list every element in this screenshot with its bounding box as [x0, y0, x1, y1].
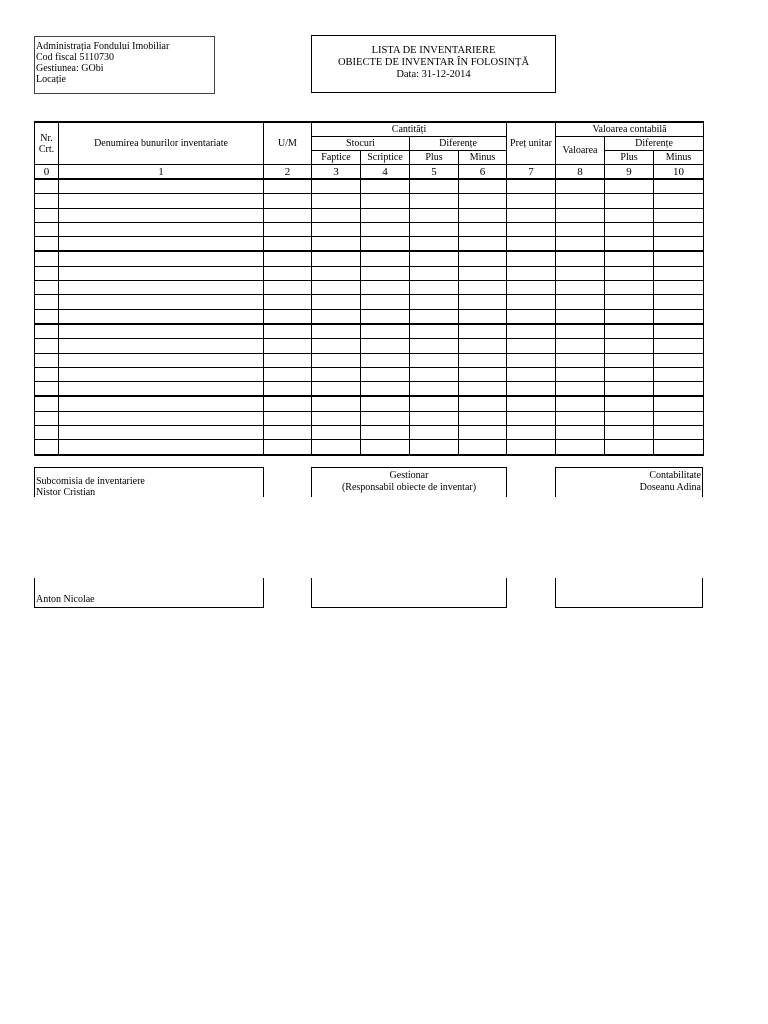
table-cell [556, 426, 605, 440]
table-cell [59, 367, 264, 381]
table-cell [361, 324, 410, 339]
table-cell [556, 208, 605, 222]
table-row [35, 295, 704, 309]
company-name: Administrația Fondului Imobiliar [36, 41, 170, 52]
table-cell [556, 396, 605, 411]
column-number: 10 [654, 165, 704, 180]
header-quantities: Cantități [312, 122, 507, 137]
custodian-signature-box [311, 467, 507, 608]
table-cell [459, 222, 507, 236]
table-cell [264, 237, 312, 252]
table-cell [556, 367, 605, 381]
table-cell [312, 295, 361, 309]
table-cell [410, 382, 459, 397]
table-cell [605, 179, 654, 194]
table-row [35, 339, 704, 353]
table-cell [459, 208, 507, 222]
table-cell [35, 353, 59, 367]
table-row [35, 309, 704, 324]
column-number: 4 [361, 165, 410, 180]
custodian-label: Gestionar [389, 470, 429, 481]
table-cell [605, 396, 654, 411]
table-cell [459, 266, 507, 280]
management-unit: Gestiunea: GObi [36, 63, 104, 74]
accounting-signature-box [555, 467, 703, 608]
table-cell [59, 237, 264, 252]
table-cell [459, 440, 507, 455]
table-cell [312, 179, 361, 194]
document-title-box [311, 35, 556, 93]
column-number: 0 [35, 165, 59, 180]
table-cell [312, 411, 361, 425]
table-cell [312, 194, 361, 208]
table-cell [605, 382, 654, 397]
table-cell [361, 237, 410, 252]
table-cell [507, 324, 556, 339]
commission-member-1: Nistor Cristian [36, 487, 96, 495]
table-cell [35, 396, 59, 411]
table-cell [35, 324, 59, 339]
table-cell [35, 222, 59, 236]
table-cell [654, 353, 704, 367]
table-cell [59, 295, 264, 309]
table-cell [410, 266, 459, 280]
table-cell [35, 179, 59, 194]
table-cell [410, 309, 459, 324]
table-cell [59, 353, 264, 367]
table-cell [654, 251, 704, 266]
header-value-minus: Minus [654, 151, 704, 165]
table-cell [312, 353, 361, 367]
header-value: Valoarea [556, 137, 605, 165]
table-cell [507, 194, 556, 208]
table-cell [312, 281, 361, 295]
table-cell [264, 309, 312, 324]
table-cell [459, 367, 507, 381]
table-cell [264, 382, 312, 397]
table-cell [556, 194, 605, 208]
table-cell [459, 251, 507, 266]
table-cell [556, 339, 605, 353]
table-cell [410, 396, 459, 411]
table-cell [410, 222, 459, 236]
table-cell [361, 367, 410, 381]
header-value-plus: Plus [605, 151, 654, 165]
column-number: 3 [312, 165, 361, 180]
table-cell [264, 367, 312, 381]
table-cell [59, 208, 264, 222]
table-cell [459, 179, 507, 194]
column-number-row [35, 165, 704, 180]
table-cell [507, 208, 556, 222]
header-item-name: Denumirea bunurilor inventariate [59, 122, 264, 165]
accounting-member: Doseanu Adina [639, 482, 701, 493]
table-cell [410, 251, 459, 266]
table-cell [654, 309, 704, 324]
table-cell [59, 396, 264, 411]
table-cell [264, 396, 312, 411]
table-cell [410, 324, 459, 339]
table-row [35, 266, 704, 280]
accounting-label: Contabilitate [649, 470, 701, 481]
table-cell [264, 251, 312, 266]
table-cell [556, 382, 605, 397]
fiscal-code: Cod fiscal 5110730 [36, 52, 114, 63]
header-unit-price: Preț unitar [507, 122, 556, 165]
table-cell [459, 382, 507, 397]
table-cell [410, 281, 459, 295]
table-cell [410, 237, 459, 252]
header-stocks: Stocuri [312, 137, 410, 151]
column-number: 6 [459, 165, 507, 180]
table-row [35, 426, 704, 440]
header-minus: Minus [459, 151, 507, 165]
table-cell [361, 281, 410, 295]
table-cell [507, 339, 556, 353]
table-cell [556, 324, 605, 339]
column-number: 7 [507, 165, 556, 180]
table-cell [264, 208, 312, 222]
table-cell [35, 440, 59, 455]
header-actual: Faptice [312, 151, 361, 165]
column-number: 2 [264, 165, 312, 180]
table-cell [410, 208, 459, 222]
table-cell [35, 426, 59, 440]
table-cell [59, 382, 264, 397]
table-cell [410, 411, 459, 425]
header-nr-crt: Nr. Crt. [35, 122, 59, 165]
table-cell [507, 382, 556, 397]
table-cell [507, 411, 556, 425]
location-label: Locație [36, 74, 66, 85]
table-cell [59, 222, 264, 236]
table-row [35, 251, 704, 266]
table-cell [507, 309, 556, 324]
column-number: 5 [410, 165, 459, 180]
table-cell [35, 266, 59, 280]
table-cell [459, 339, 507, 353]
custodian-role: (Responsabil obiecte de inventar) [341, 482, 477, 493]
table-cell [654, 382, 704, 397]
table-cell [410, 194, 459, 208]
header-unit: U/M [264, 122, 312, 165]
table-cell [35, 295, 59, 309]
table-cell [459, 194, 507, 208]
table-cell [361, 251, 410, 266]
table-row [35, 281, 704, 295]
table-cell [654, 237, 704, 252]
table-cell [312, 222, 361, 236]
table-cell [312, 324, 361, 339]
table-cell [264, 411, 312, 425]
table-cell [35, 281, 59, 295]
table-cell [312, 440, 361, 455]
table-row [35, 222, 704, 236]
table-cell [605, 367, 654, 381]
table-cell [361, 208, 410, 222]
table-cell [59, 179, 264, 194]
table-cell [459, 324, 507, 339]
table-cell [605, 309, 654, 324]
table-cell [264, 295, 312, 309]
table-cell [312, 382, 361, 397]
table-cell [410, 339, 459, 353]
table-row [35, 440, 704, 455]
table-cell [264, 426, 312, 440]
table-cell [507, 295, 556, 309]
table-cell [410, 367, 459, 381]
table-cell [361, 426, 410, 440]
table-cell [361, 440, 410, 455]
document-title: LISTA DE INVENTARIERE [371, 45, 496, 56]
table-cell [605, 237, 654, 252]
table-cell [556, 295, 605, 309]
table-cell [59, 339, 264, 353]
table-cell [264, 179, 312, 194]
table-cell [59, 194, 264, 208]
table-cell [605, 266, 654, 280]
table-cell [35, 237, 59, 252]
header-plus: Plus [410, 151, 459, 165]
table-cell [605, 222, 654, 236]
table-cell [35, 208, 59, 222]
header-recorded: Scriptice [361, 151, 410, 165]
table-cell [35, 339, 59, 353]
table-cell [361, 411, 410, 425]
table-cell [556, 411, 605, 425]
table-cell [35, 194, 59, 208]
table-cell [556, 281, 605, 295]
table-cell [312, 396, 361, 411]
table-cell [459, 426, 507, 440]
table-cell [605, 251, 654, 266]
table-row [35, 367, 704, 381]
table-cell [264, 266, 312, 280]
table-cell [264, 353, 312, 367]
table-cell [605, 339, 654, 353]
table-cell [312, 237, 361, 252]
table-cell [264, 222, 312, 236]
table-cell [605, 353, 654, 367]
table-cell [605, 208, 654, 222]
table-cell [264, 324, 312, 339]
table-cell [410, 440, 459, 455]
header-book-value: Valoarea contabilă [556, 122, 704, 137]
table-cell [459, 237, 507, 252]
table-cell [59, 426, 264, 440]
table-cell [59, 309, 264, 324]
table-cell [59, 440, 264, 455]
table-cell [507, 179, 556, 194]
table-cell [59, 281, 264, 295]
table-cell [35, 382, 59, 397]
table-cell [556, 222, 605, 236]
table-cell [654, 194, 704, 208]
table-cell [410, 295, 459, 309]
table-cell [361, 179, 410, 194]
table-cell [361, 295, 410, 309]
table-cell [35, 309, 59, 324]
table-row [35, 324, 704, 339]
table-cell [556, 309, 605, 324]
table-cell [605, 194, 654, 208]
table-row [35, 208, 704, 222]
table-cell [35, 251, 59, 266]
table-cell [507, 353, 556, 367]
table-cell [35, 411, 59, 425]
table-row [35, 194, 704, 208]
table-cell [507, 426, 556, 440]
table-cell [654, 208, 704, 222]
table-row [35, 382, 704, 397]
table-cell [507, 222, 556, 236]
table-cell [410, 353, 459, 367]
table-cell [507, 251, 556, 266]
commission-signature-box [34, 467, 264, 608]
table-cell [654, 266, 704, 280]
header-differences: Diferențe [410, 137, 507, 151]
table-cell [59, 411, 264, 425]
table-cell [361, 222, 410, 236]
table-cell [605, 411, 654, 425]
table-cell [312, 426, 361, 440]
table-cell [605, 440, 654, 455]
table-cell [654, 324, 704, 339]
table-cell [605, 295, 654, 309]
table-cell [556, 179, 605, 194]
table-cell [361, 266, 410, 280]
commission-label: Subcomisia de inventariere [36, 476, 145, 487]
table-cell [654, 281, 704, 295]
table-cell [605, 324, 654, 339]
table-row [35, 237, 704, 252]
table-cell [459, 396, 507, 411]
inventory-table [34, 121, 704, 456]
document-date: Data: 31-12-2014 [396, 69, 471, 80]
table-cell [459, 281, 507, 295]
table-cell [507, 266, 556, 280]
table-cell [654, 411, 704, 425]
table-cell [507, 440, 556, 455]
table-cell [654, 396, 704, 411]
table-cell [264, 440, 312, 455]
table-cell [264, 281, 312, 295]
company-info-box [34, 36, 215, 94]
table-cell [605, 281, 654, 295]
table-cell [507, 237, 556, 252]
table-cell [35, 367, 59, 381]
table-cell [312, 309, 361, 324]
table-cell [459, 309, 507, 324]
table-cell [654, 426, 704, 440]
table-cell [59, 266, 264, 280]
table-cell [654, 295, 704, 309]
table-cell [361, 194, 410, 208]
table-cell [459, 353, 507, 367]
column-number: 9 [605, 165, 654, 180]
table-cell [264, 194, 312, 208]
table-cell [361, 382, 410, 397]
table-cell [556, 251, 605, 266]
table-cell [361, 353, 410, 367]
table-cell [507, 367, 556, 381]
table-row [35, 353, 704, 367]
table-row [35, 411, 704, 425]
header-value-differences: Diferențe [605, 137, 704, 151]
commission-member-2: Anton Nicolae [36, 594, 95, 605]
inventory-rows [35, 179, 704, 455]
table-cell [361, 339, 410, 353]
table-cell [556, 353, 605, 367]
table-cell [556, 237, 605, 252]
table-cell [654, 222, 704, 236]
table-row [35, 179, 704, 194]
table-cell [59, 324, 264, 339]
table-cell [312, 251, 361, 266]
table-cell [556, 440, 605, 455]
table-cell [361, 396, 410, 411]
table-cell [410, 179, 459, 194]
table-cell [654, 179, 704, 194]
table-cell [654, 440, 704, 455]
table-cell [361, 309, 410, 324]
table-cell [507, 281, 556, 295]
table-cell [312, 367, 361, 381]
document-subtitle: OBIECTE DE INVENTAR ÎN FOLOSINȚĂ [337, 57, 530, 68]
table-row [35, 396, 704, 411]
table-cell [654, 339, 704, 353]
table-cell [312, 266, 361, 280]
table-cell [459, 295, 507, 309]
table-cell [410, 426, 459, 440]
table-cell [605, 426, 654, 440]
table-cell [264, 339, 312, 353]
column-number: 8 [556, 165, 605, 180]
table-cell [312, 208, 361, 222]
table-cell [459, 411, 507, 425]
column-number: 1 [59, 165, 264, 180]
table-cell [312, 339, 361, 353]
table-cell [507, 396, 556, 411]
table-cell [556, 266, 605, 280]
table-cell [59, 251, 264, 266]
table-cell [654, 367, 704, 381]
